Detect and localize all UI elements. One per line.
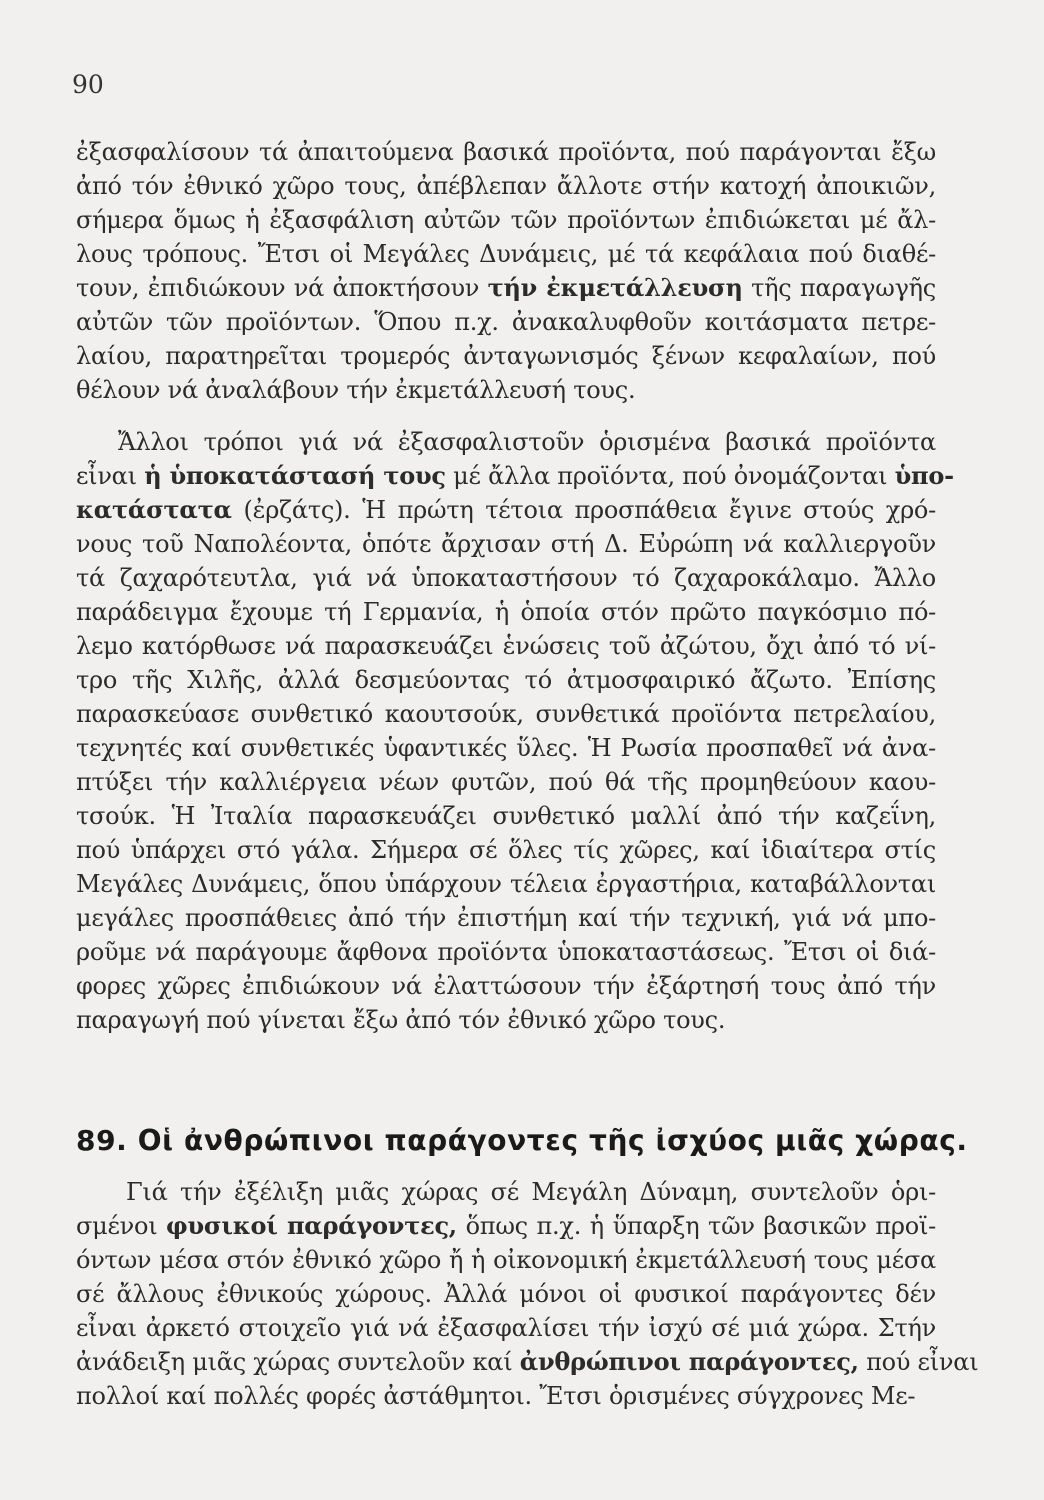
page-number: 90 <box>72 70 104 99</box>
text-line: τά ζαχαρότευτλα, γιά νά ὑποκαταστήσουν τό ζαχαροκάλαμο. Ἄλλο <box>76 564 936 592</box>
text-line: Ἄλλοι τρόποι γιά νά ἐξασφαλιστοῦν ὁρισμένα βασικά προϊόντα <box>118 428 936 456</box>
text-line: ἀπό τόν ἐθνικό χῶρο τους, ἀπέβλεπαν ἄλλοτε στήν κατοχή ἀποικιῶν, <box>76 172 936 200</box>
text-line: φορες χῶρες ἐπιδιώκουν νά ἐλαττώσουν τήν ἐξάρτησή τους ἀπό τήν <box>76 972 936 1000</box>
text-line: Γιά τήν ἐξέλιξη μιᾶς χώρας σέ Μεγάλη Δύναμη, συντελοῦν ὁρι- <box>126 1178 936 1206</box>
text-line <box>76 1345 979 1379</box>
text-line: ἐξασφαλίσουν τά ἀπαιτούμενα βασικά προϊόντα, πού παράγονται ἔξω <box>76 138 936 166</box>
text-line <box>76 1209 936 1243</box>
paragraph-3 <box>76 1175 979 1413</box>
text-span: (ἐρζάτς). Ἡ πρώτη τέτοια προσπάθεια ἔγινε στούς χρό- <box>231 496 936 524</box>
text-line <box>76 493 936 527</box>
bold-term: τήν ἐκμετάλλευση <box>487 273 743 302</box>
text-span: μέ ἄλλα προϊόντα, πού ὀνομάζονται <box>445 462 895 490</box>
text-span: εἶναι <box>76 462 145 490</box>
text-span: τουν, ἐπιδιώκουν νά ἀποκτήσουν <box>76 274 488 302</box>
text-line: λους τρόπους. Ἔτσι οἱ Μεγάλες Δυνάμεις, μέ τά κεφάλαια πού διαθέ- <box>76 240 936 268</box>
bold-term: ὑπο- <box>894 461 954 490</box>
text-span: ὅπως π.χ. ἡ ὕπαρξη τῶν βασικῶν προϊ- <box>456 1212 936 1240</box>
paragraph-1 <box>76 135 936 407</box>
text-line: όντων μέσα στόν ἐθνικό χῶρο ἤ ἡ οἰκονομική ἐκμετάλλευσή τους μέσα <box>76 1246 936 1274</box>
text-span: ἀνάδειξη μιᾶς χώρας συντελοῦν καί <box>76 1348 520 1376</box>
text-line: θέλουν νά ἀναλάβουν τήν ἐκμετάλλευσή τους. <box>76 376 636 404</box>
text-line: παρασκεύασε συνθετικό καουτσούκ, συνθετικά προϊόντα πετρελαίου, <box>76 700 936 728</box>
text-span: τῆς παραγωγῆς <box>742 274 936 302</box>
text-line: σήμερα ὅμως ἡ ἐξασφάλιση αὐτῶν τῶν προϊόντων ἐπιδιώκεται μέ ἄλ- <box>76 206 936 234</box>
text-line: Μεγάλες Δυνάμεις, ὅπου ὑπάρχουν τέλεια ἐργαστήρια, καταβάλλονται <box>76 870 936 898</box>
bold-term: φυσικοί παράγοντες, <box>166 1211 457 1240</box>
bold-term: κατάστατα <box>76 495 232 524</box>
section-heading: 89. Οἱ ἀνθρώπινοι παράγοντες τῆς ἰσχύος μιᾶς χώρας. <box>76 1124 968 1157</box>
text-line: λεμο κατόρθωσε νά παρασκευάζει ἑνώσεις τοῦ ἀζώτου, ὄχι ἀπό τό νί- <box>76 632 936 660</box>
text-span: σμένοι <box>76 1212 167 1240</box>
text-line: πού ὑπάρχει στό γάλα. Σήμερα σέ ὅλες τίς χῶρες, καί ἰδιαίτερα στίς <box>76 836 936 864</box>
text-line: τσούκ. Ἡ Ἰταλία παρασκευάζει συνθετικό μαλλί ἀπό τήν καζεΐνη, <box>76 802 936 830</box>
text-line: τεχνητές καί συνθετικές ὑφαντικές ὕλες. Ἡ Ρωσία προσπαθεῖ νά ἀνα- <box>76 734 936 762</box>
text-line: παραγωγή πού γίνεται ἔξω ἀπό τόν ἐθνικό χῶρο τους. <box>76 1006 726 1034</box>
text-line <box>76 271 936 305</box>
text-line: νους τοῦ Ναπολέοντα, ὁπότε ἄρχισαν στή Δ. Εὐρώπη νά καλλιεργοῦν <box>76 530 936 558</box>
text-line: ροῦμε νά παράγουμε ἄφθονα προϊόντα ὑποκαταστάσεως. Ἔτσι οἱ διά- <box>76 938 936 966</box>
text-line: λαίου, παρατηρεῖται τρομερός ἀνταγωνισμός ξένων κεφαλαίων, πού <box>76 342 936 370</box>
text-line: πολλοί καί πολλές φορές ἀστάθμητοι. Ἔτσι ὁρισμένες σύγχρονες Με- <box>76 1382 916 1410</box>
paragraph-2 <box>76 425 954 1037</box>
text-line <box>76 459 954 493</box>
text-span: πού εἶναι <box>858 1348 979 1376</box>
text-line: πτύξει τήν καλλιέργεια νέων φυτῶν, πού θά τῆς προμηθεύουν καου- <box>76 768 936 796</box>
text-line: σέ ἄλλους ἐθνικούς χώρους. Ἀλλά μόνοι οἱ φυσικοί παράγοντες δέν <box>76 1280 936 1308</box>
text-line: εἶναι ἀρκετό στοιχεῖο γιά νά ἐξασφαλίσει τήν ἰσχύ σέ μιά χώρα. Στήν <box>76 1314 936 1342</box>
text-line: αὐτῶν τῶν προϊόντων. Ὅπου π.χ. ἀνακαλυφθοῦν κοιτάσματα πετρε- <box>76 308 936 336</box>
text-line: μεγάλες προσπάθειες ἀπό τήν ἐπιστήμη καί τήν τεχνική, γιά νά μπο- <box>76 904 936 932</box>
bold-term: ἡ ὑποκατάστασή τους <box>144 461 446 490</box>
text-line: τρο τῆς Χιλῆς, ἀλλά δεσμεύοντας τό ἀτμοσφαιρικό ἄζωτο. Ἐπίσης <box>76 666 936 694</box>
bold-term: ἀνθρώπινοι παράγοντες, <box>519 1347 859 1376</box>
text-line: παράδειγμα ἔχουμε τή Γερμανία, ἡ ὁποία στόν πρῶτο παγκόσμιο πό- <box>76 598 936 626</box>
